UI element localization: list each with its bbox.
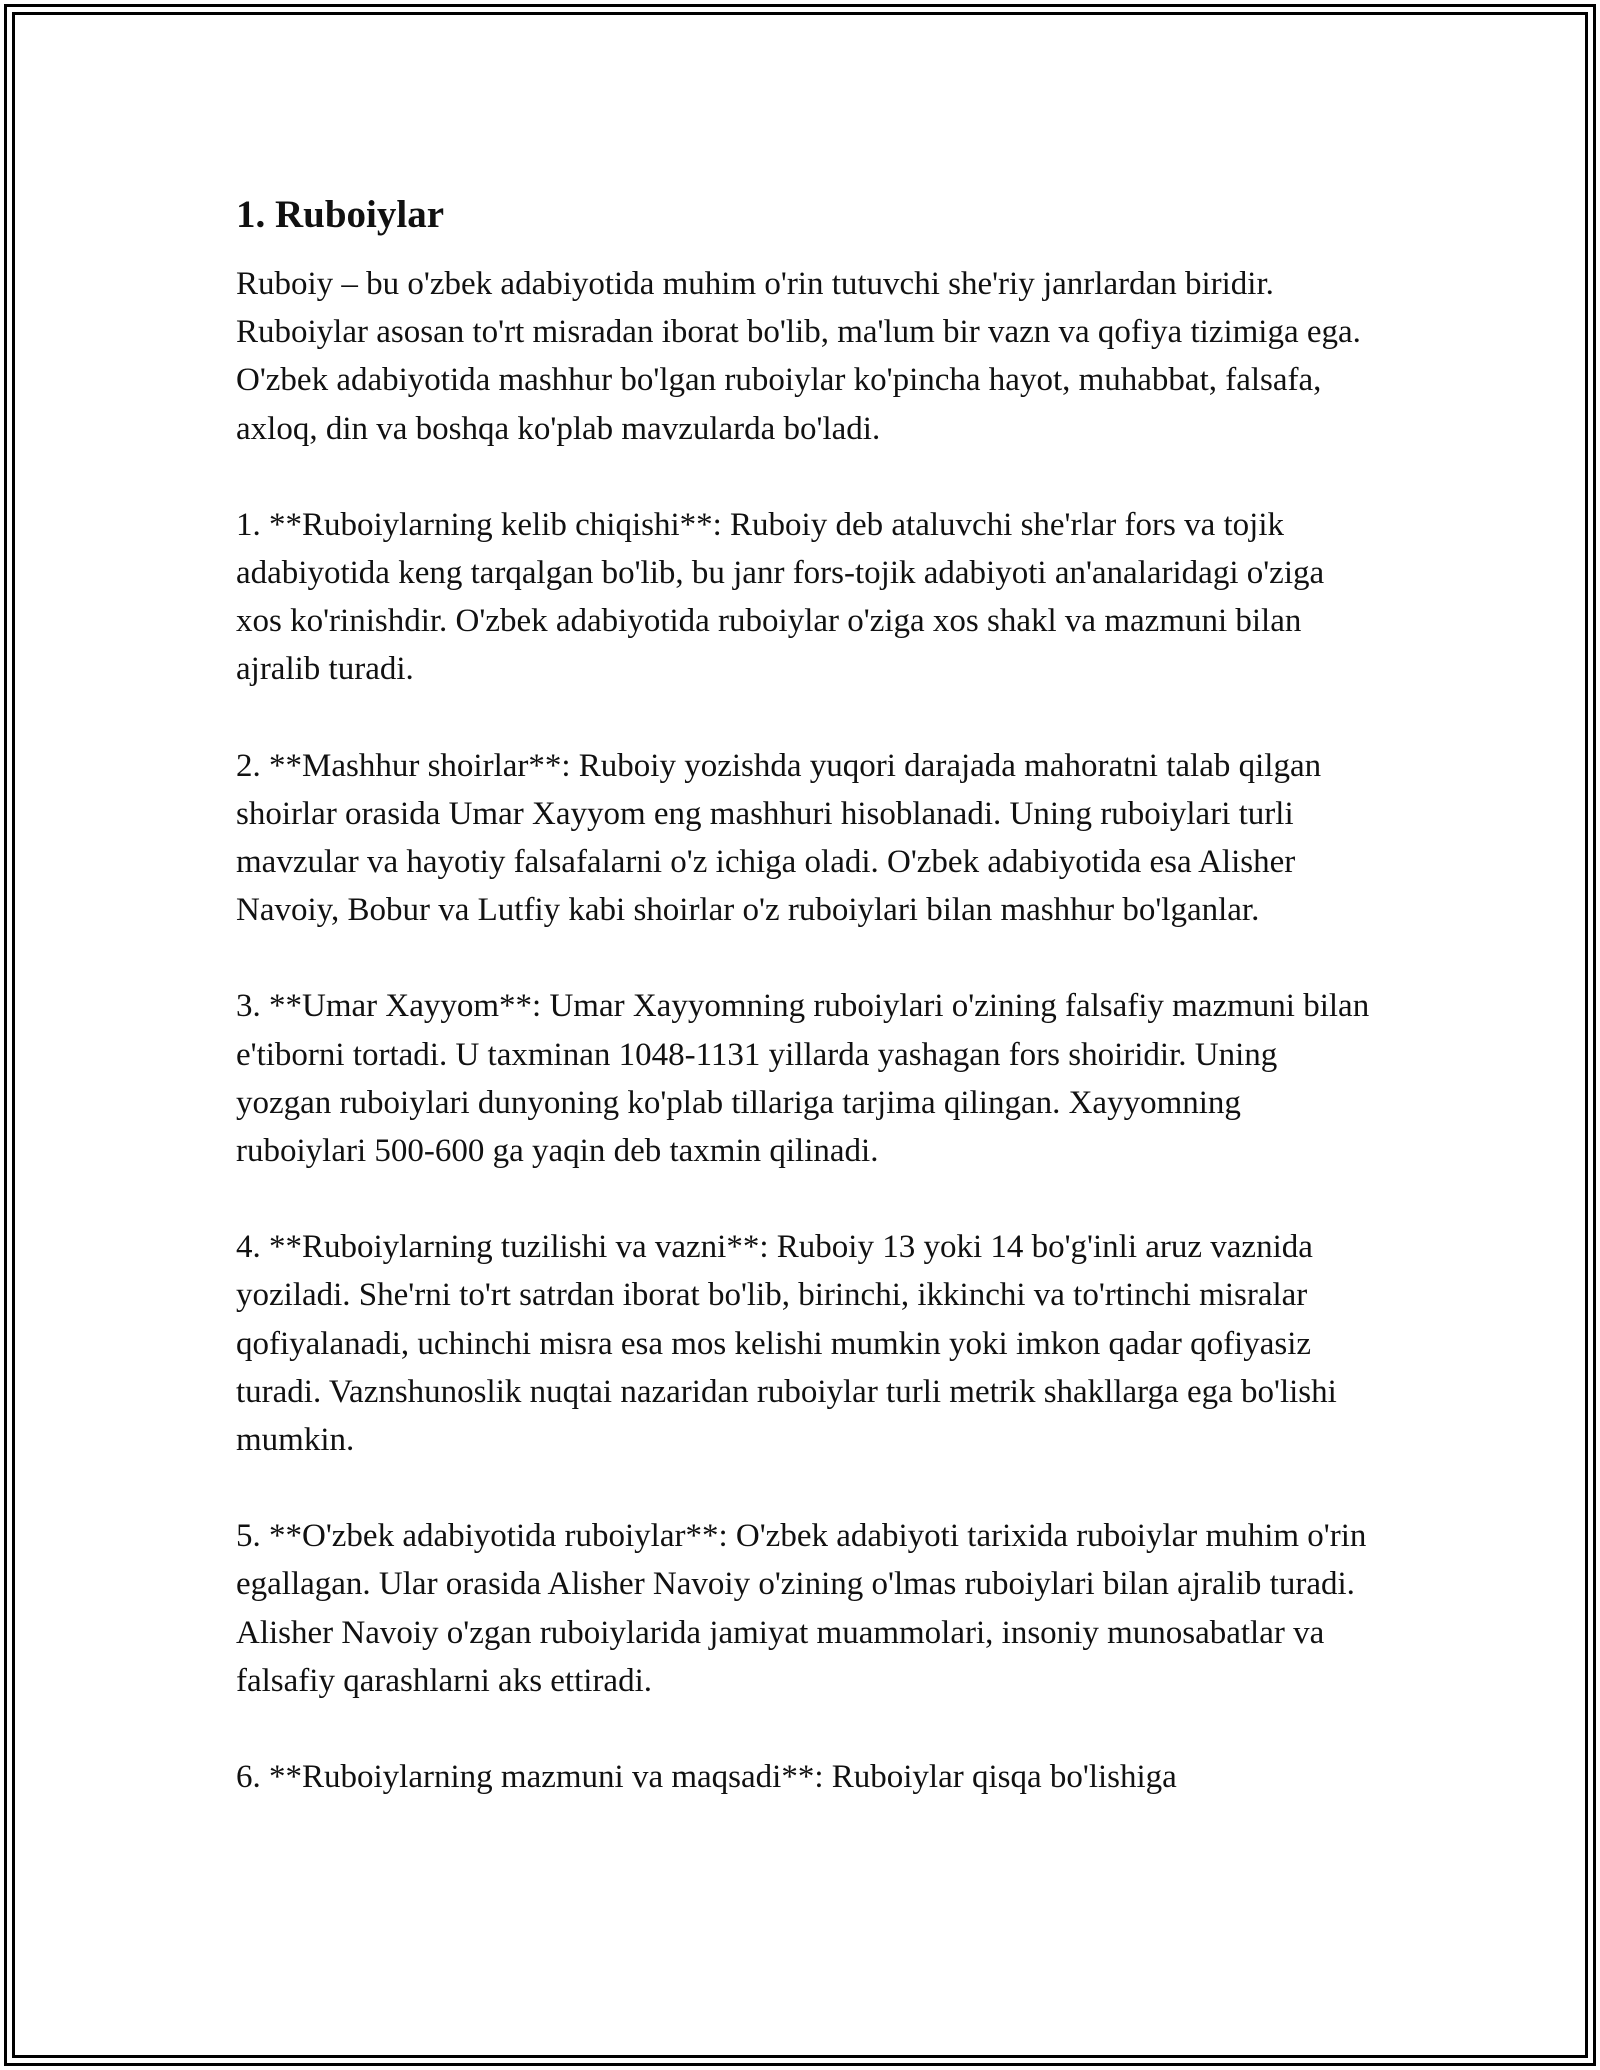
document-body [236,188,1376,1801]
paragraph-origin: 1. **Ruboiylarning kelib chiqishi**: Ruboiy deb ataluvchi she'rlar fors va tojik adabiyotida keng tarqalgan bo'lib, bu janr fors-tojik adabiyoti an'analaridagi o'ziga xos ko'rinishdir. O'zbek adabiyotida ruboiylar o'ziga xos shakl va mazmuni bilan ajralib turadi. [236,506,1325,688]
paragraph-content-purpose: 6. **Ruboiylarning mazmuni va maqsadi**: Ruboiylar qisqa bo'lishiga [236,1759,1177,1796]
paragraph-uzbek-literature: 5. **O'zbek adabiyotida ruboiylar**: O'zbek adabiyoti tarixida ruboiylar muhim o'rin egallagan. Ular orasida Alisher Navoiy o'zining o'lmas ruboiylari bilan ajralib turadi. Alisher Navoiy o'zgan ruboiylarida jamiyat muammolari, insoniy munosabatlar va falsafiy qarashlarni aks ettiradi. [236,1518,1367,1699]
page-title: 1. Ruboiylar [236,193,445,236]
paragraph-structure-meter: 4. **Ruboiylarning tuzilishi va vazni**: Ruboiy 13 yoki 14 bo'g'inli aruz vaznida yoziladi. She'rni to'rt satrdan iborat bo'lib, birinchi, ikkinchi va to'rtinchi misralar qofiyalanadi, uchinchi misra esa mos kelishi mumkin yoki imkon qadar qofiyasiz turadi. Vaznshunoslik nuqtai nazaridan ruboiylar turli metrik shakllarga ega bo'lishi mumkin. [236,1229,1337,1459]
paragraph-famous-poets: 2. **Mashhur shoirlar**: Ruboiy yozishda yuqori darajada mahoratni talab qilgan shoirlar orasida Umar Xayyom eng mashhuri hisoblanadi. Uning ruboiylari turli mavzular va hayotiy falsafalarni o'z ichiga oladi. O'zbek adabiyotida esa Alisher Navoiy, Bobur va Lutfiy kabi shoirlar o'z ruboiylari bilan mashhur bo'lganlar. [236,747,1322,929]
paragraph-umar-xayyom: 3. **Umar Xayyom**: Umar Xayyomning ruboiylari o'zining falsafiy mazmuni bilan e'tiborni tortadi. U taxminan 1048-1131 yillarda yashagan fors shoiridir. Uning yozgan ruboiylari dunyoning ko'plab tillariga tarjima qilingan. Xayyomning ruboiylari 500-600 ga yaqin deb taxmin qilinadi. [236,988,1370,1170]
paragraph-intro: Ruboiy – bu o'zbek adabiyotida muhim o'rin tutuvchi she'riy janrlardan biridir. Ruboiylar asosan to'rt misradan iborat bo'lib, ma'lum bir vazn va qofiya tizimiga ega. O'zbek adabiyotida mashhur bo'lgan ruboiylar ko'pincha hayot, muhabbat, falsafa, axloq, din va boshqa ko'plab mavzularda bo'ladi. [236,266,1361,447]
